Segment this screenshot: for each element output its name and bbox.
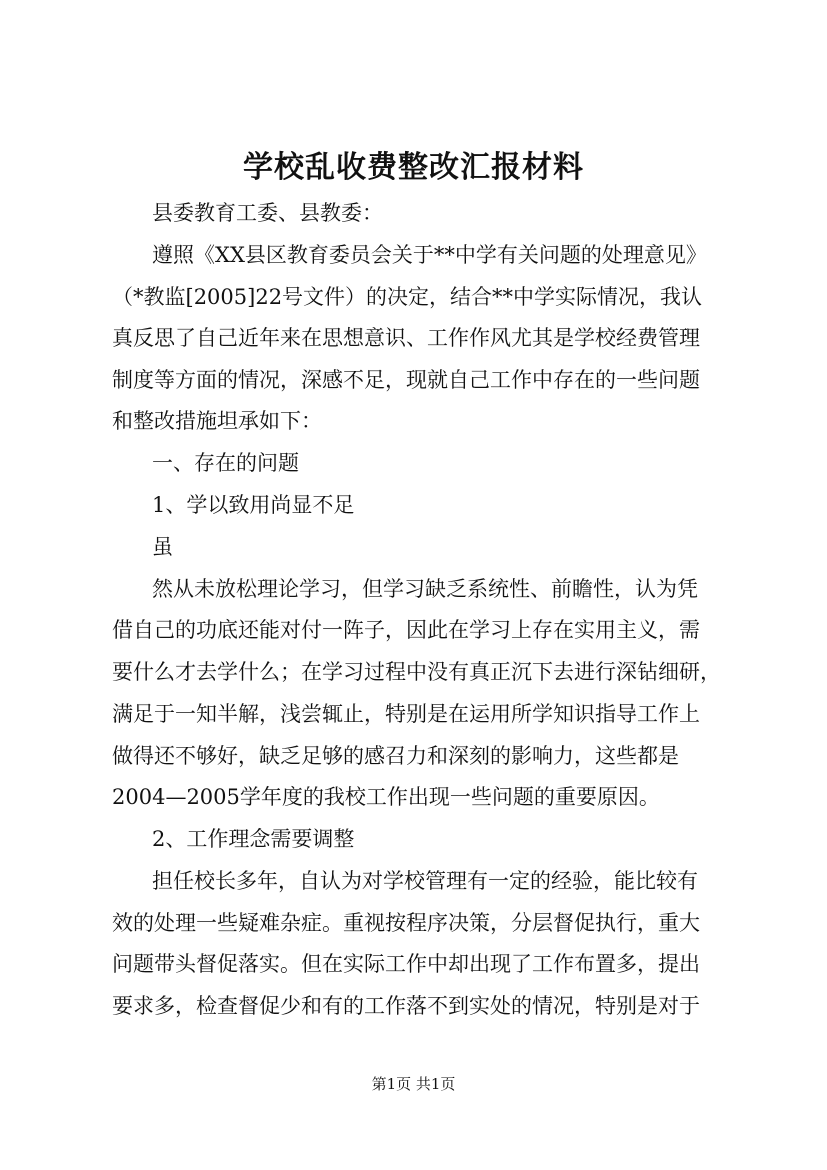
paragraph-line: 担任校长多年，自认为对学校管理有一定的经验，能比较有 bbox=[152, 869, 698, 893]
paragraph-line: 真反思了自己近年来在思想意识、工作作风尤其是学校经费管理 bbox=[112, 326, 700, 350]
paragraph-line: 然从未放松理论学习，但学习缺乏系统性、前瞻性，认为凭 bbox=[152, 577, 698, 601]
salutation: 县委教育工委、县教委： bbox=[152, 201, 383, 225]
subsection-heading: 1、学以致用尚显不足 bbox=[152, 493, 355, 517]
document-title: 学校乱收费整改汇报材料 bbox=[243, 150, 584, 185]
paragraph-line: 2004—2005学年度的我校工作出现一些问题的重要原因。 bbox=[112, 785, 660, 809]
subsection-heading: 2、工作理念需要调整 bbox=[152, 827, 355, 851]
paragraph-line: 遵照《XX县区教育委员会关于**中学有关问题的处理意见》 bbox=[152, 243, 707, 267]
paragraph-line: 问题带头督促落实。但在实际工作中却出现了工作布置多，提出 bbox=[112, 952, 700, 976]
paragraph-line: 要求多，检查督促少和有的工作落不到实处的情况，特别是对于 bbox=[112, 994, 700, 1018]
paragraph-line: 借自己的功底还能对付一阵子，因此在学习上存在实用主义，需 bbox=[112, 618, 700, 642]
section-heading: 一、存在的问题 bbox=[152, 451, 299, 475]
paragraph-line: 和整改措施坦承如下： bbox=[112, 409, 322, 433]
paragraph-line: 做得还不够好，缺乏足够的感召力和深刻的影响力，这些都是 bbox=[112, 744, 679, 768]
paragraph-line: 效的处理一些疑难杂症。重视按程序决策，分层督促执行，重大 bbox=[112, 911, 700, 935]
paragraph-line: （*教监[2005]22号文件）的决定，结合**中学实际情况，我认 bbox=[112, 285, 703, 309]
paragraph-line: 虽 bbox=[152, 535, 173, 559]
page-number: 第1页 共1页 bbox=[371, 1075, 456, 1093]
paragraph-line: 满足于一知半解，浅尝辄止，特别是在运用所学知识指导工作上 bbox=[112, 702, 700, 726]
paragraph-line: 制度等方面的情况，深感不足，现就自己工作中存在的一些问题 bbox=[112, 368, 700, 392]
paragraph-line: 要什么才去学什么；在学习过程中没有真正沉下去进行深钻细研， bbox=[112, 660, 721, 684]
